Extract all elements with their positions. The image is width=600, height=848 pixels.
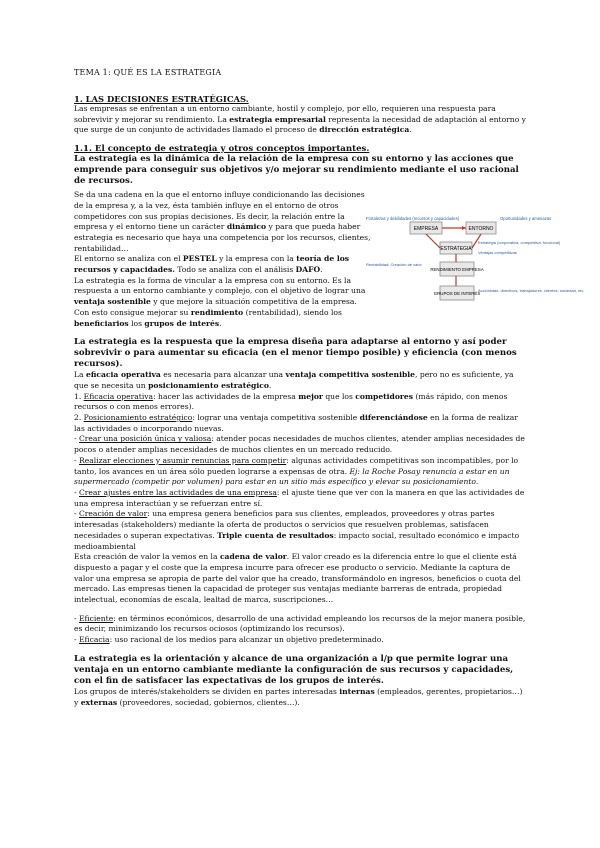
diagram-label-empresa: EMPRESA [413, 226, 439, 232]
diagram-arrowhead-1 [462, 226, 466, 230]
document-page [74, 68, 585, 708]
list-item-renuncias: - Realizar elecciones y asumir renuncias para competir: algunas actividades competitivas son incompatibles, por lo tanto, los avances en un área sólo pueden lograrse a expensas de otra. Ej: la Roche Posay renuncia a estar en un supermercado (competir por volumen) para estar en un sitio más específico y elevar su posicionamiento. [74, 455, 519, 487]
diagram-arrow-4 [426, 234, 440, 248]
list-item-posicionamiento: 2. Posicionamiento estratégico: lograr una ventaja competitiva sostenible diferenciándose en la forma de realizar las actividades o incorporando nuevas. [74, 413, 518, 433]
diagram-note-fortalezas: Fortalezas y debilidades (recursos y capacidades) [366, 216, 460, 221]
paragraph-pestel: El entorno se analiza con el PESTEL y la empresa con la teoría de los recursos y capacidades. Todo se analiza con el análisis DAFO. [74, 254, 350, 275]
section-1-1-lead: La estrategia es la dinámica de la relación de la empresa con su entorno y las acciones que emprende para conseguir sus objetivos y/o mejorar su rendimiento mediante el uso racional de recursos. [74, 154, 519, 187]
paragraph-eficacia: La eficacia operativa es necesaria para alcanzar una ventaja competitiva sostenible, pero no es suficiente, ya que se necesita un posicionamiento estratégico. [74, 370, 514, 390]
diagram-label-estrategia: ESTRATEGIA [440, 246, 472, 252]
diagram-note-oportunidades: Oportunidades y amenazas [500, 216, 552, 221]
list-item-eficiente: - Eficiente: en términos económicos, desarrollo de una actividad empleando los recursos de la mejor manera posible, es decir, minimizando los recursos ociosos (optimizando los recursos). [74, 613, 526, 634]
paragraph-cadena-valor: Esta creación de valor la vemos en la cadena de valor. El valor creado es la diferencia entre lo que el cliente está dispuesto a pagar y el coste que la empresa incurre para ofrecer ese producto o servicio. Mediante la captura de valor una empresa se apropia de parte del valor que ha creado, transformándolo en ingresos, beneficios o cuota del mercado. Las empresas tienen la capacidad de proteger sus ventajas mediante barreras de entrada, propiedad intelectual, economías de escala, lealtad de marca, suscripciones… [74, 552, 521, 605]
document-title: TEMA 1: QUÉ ES LA ESTRATEGIA [74, 68, 222, 77]
section-1-1-heading: 1.1. El concepto de estrategia y otros conceptos importantes. [74, 144, 370, 155]
section-1-heading: 1. LAS DECISIONES ESTRATÉGICAS. [74, 94, 249, 104]
list-item-eficacia: - Eficacia: uso racional de los medios para alcanzar un objetivo predeterminado. [74, 635, 384, 645]
list-item-posicion-unica: - Crear una posición única y valiosa: atender pocas necesidades de muchos clientes, atender amplias necesidades de pocos o atender amplias necesidades de muchos clientes en un mercado reducido. [74, 434, 525, 455]
paragraph-vinculo: La estrategia es la forma de vincular a la empresa con su entorno. Es la respuesta a un entorno cambiante y complejo, con el objetivo de lograr una ventaja sostenible y que mejore la situación competitiva de la empresa. Con esto consigue mejorar su rendimiento (rentabilidad), siendo los beneficiarios los grupos de interés. [74, 275, 366, 328]
paragraph-grupos-interes: Los grupos de interés/stakeholders se dividen en partes interesadas internas (empleados, gerentes, propietarios…) y externas (proveedores, sociedad, gobiernos, clientes…). [74, 686, 523, 707]
strategy-diagram [366, 214, 585, 320]
section-3-lead: La estrategia es la orientación y alcance de una organización a l/p que permite lograr una ventaja en un entorno cambiante mediante la configuración de sus recursos y capacidades, con el fin de satisfacer las expectativas de los grupos de interés. [74, 653, 514, 686]
list-item-eficacia-operativa: 1. Eficacia operativa: hacer las actividades de la empresa mejor que los competidores (más rápido, con menos recursos o con menos errores). [74, 391, 508, 412]
list-item-creacion-valor: - Creación de valor: una empresa genera beneficios para sus clientes, empleados, proveedores y otras partes interesadas (stakeholders) mediante la oferta de productos o servicios que resuelven problemas, satisfacen necesidades o superan expectativas. Triple cuenta de resultados: impacto social, resultado económico e impacto medioambiental [74, 509, 520, 551]
diagram-label-grupos: GRUPOS DE INTERÉS [433, 291, 481, 296]
diagram-note-rentabilidad: Rentabilidad: Creación de valor [366, 262, 422, 267]
diagram-note-accionistas: Accionistas, directivos, trabajadores, clientes, sociedad, etc. [478, 288, 585, 293]
list-item-ajustes: - Crear ajustes entre las actividades de una empresa: el ajuste tiene que ver con la manera en que las actividades de una empresa interactúan y se refuerzan entre sí. [74, 487, 525, 508]
section-2-lead: La estrategia es la respuesta que la empresa diseña para adaptarse al entorno y así poder sobrevivir o para aumentar su eficacia (en el menor tiempo posible) y eficiencia (con menos recursos). [74, 337, 517, 370]
section-1-paragraph: Las empresas se enfrentan a un entorno cambiante, hostil y complejo, por ello, requieren una respuesta para sobrevivir y mejorar su rendimiento. La estrategia empresarial representa la necesidad de adaptación al entorno y que surge de un conjunto de actividades llamado el proceso de dirección estratégica. [74, 104, 526, 135]
diagram-note-ventajas: Ventajas competitivas [478, 250, 517, 255]
paragraph-dynamic: Se da una cadena en la que el entorno influye condicionando las decisiones de la empresa y, a la vez, ésta también influye en el entorno de otros competidores con sus propias decisiones. Es decir, la relación entre la empresa y el entorno tiene un carácter dinámico y para que pueda haber estrategia es necesario que haya una competencia por los recursos, clientes, rentabilidad… [74, 190, 371, 253]
diagram-note-estrategia: Estrategia (corporativa, competitiva, funcional) [478, 240, 561, 245]
diagram-label-entorno: ENTORNO [468, 226, 494, 232]
diagram-label-rendimiento: RENDIMIENTO EMPRESA [430, 267, 484, 272]
